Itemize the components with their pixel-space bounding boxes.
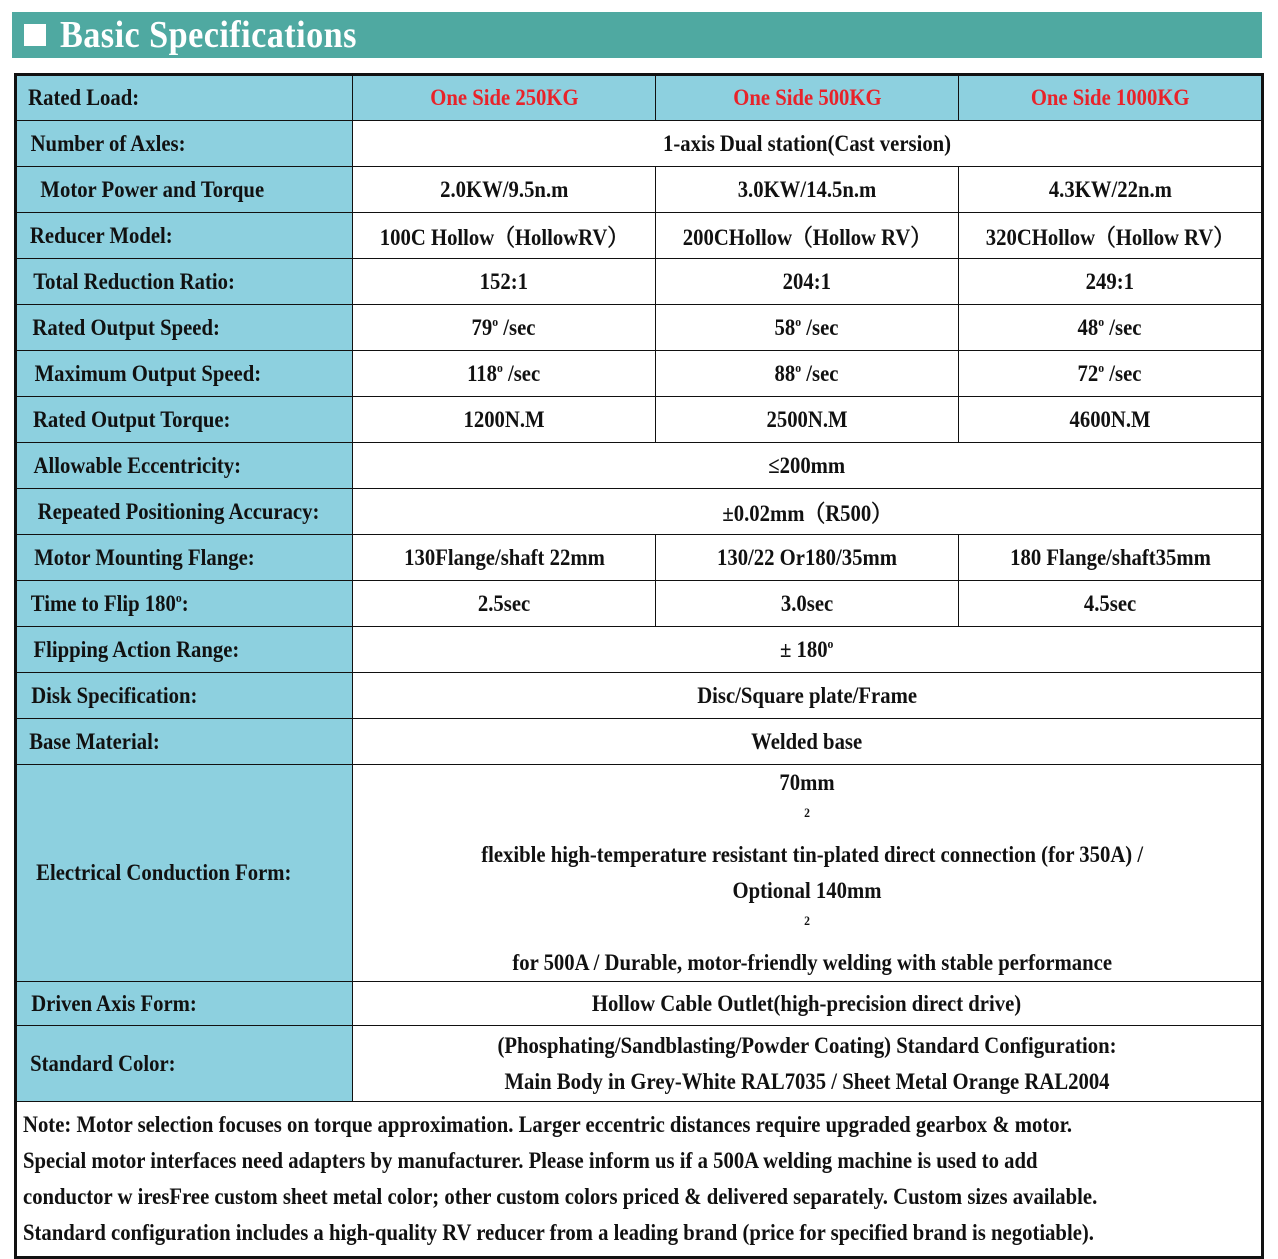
label-accuracy: Repeated Positioning Accuracy:	[16, 489, 353, 535]
row-motor-power	[16, 167, 1263, 213]
row-rated-load	[16, 75, 1263, 121]
row-reducer	[16, 213, 1263, 259]
value-max-speed-500: 88$^o$ /sec	[656, 351, 959, 397]
row-torque	[16, 397, 1263, 443]
row-max-speed	[16, 351, 1263, 397]
label-electrical: Electrical Conduction Form:	[16, 765, 353, 982]
value-motor-power-500: 3.0KW/14.5n.m	[656, 167, 959, 213]
value-flip-time-250: 2.5sec	[353, 581, 656, 627]
note-line-1: Note: Motor selection focuses on torque approximation. Larger eccentric distances require upgraded gearbox & motor.	[23, 1112, 1073, 1137]
row-electrical	[16, 765, 1263, 982]
row-flip-time	[16, 581, 1263, 627]
row-axles	[16, 121, 1263, 167]
row-note	[16, 1102, 1263, 1258]
row-accuracy	[16, 489, 1263, 535]
label-torque: Rated Output Torque:	[16, 397, 353, 443]
column-header-500kg: One Side 500KG	[656, 75, 959, 121]
value-flip-time-1000: 4.5sec	[959, 581, 1263, 627]
label-rated-load: Rated Load:	[16, 75, 353, 121]
square-bullet-icon	[24, 24, 46, 46]
row-eccentricity	[16, 443, 1263, 489]
value-flip-range: ± $180^o$	[353, 627, 1263, 673]
value-disk: Disc/Square plate/Frame	[353, 673, 1263, 719]
value-ratio-250: 152:1	[353, 259, 656, 305]
column-header-250kg: One Side 250KG	[353, 75, 656, 121]
value-flange-1000: 180 Flange/shaft35mm	[959, 535, 1263, 581]
spec-table	[14, 73, 1264, 1259]
label-motor-power: Motor Power and Torque	[16, 167, 353, 213]
value-reducer-250: 100C Hollow（HollowRV）	[353, 213, 656, 259]
row-driven	[16, 982, 1263, 1026]
value-torque-250: 1200N.M	[353, 397, 656, 443]
value-ratio-1000: 249:1	[959, 259, 1263, 305]
value-electrical: 70mm $^2$ flexible high-temperature resistant tin-plated direct connection (for 350A) / Optional 140mm $^2$ for 500A / Durable, motor-friendly welding with stable performance	[353, 765, 1263, 982]
value-max-speed-1000: 72$^o$ /sec	[959, 351, 1263, 397]
value-accuracy: ±0.02mm（R500）	[353, 489, 1263, 535]
section-title: Basic Specifications	[60, 14, 357, 56]
label-driven: Driven Axis Form:	[16, 982, 353, 1026]
label-color: Standard Color:	[16, 1026, 353, 1102]
value-reducer-1000: 320CHollow（Hollow RV）	[959, 213, 1263, 259]
value-motor-power-1000: 4.3KW/22n.m	[959, 167, 1263, 213]
value-torque-500: 2500N.M	[656, 397, 959, 443]
label-flange: Motor Mounting Flange:	[16, 535, 353, 581]
value-color: (Phosphating/Sandblasting/Powder Coating) Standard Configuration: Main Body in Grey-White RAL7035 / Sheet Metal Orange RAL2004	[353, 1026, 1263, 1102]
value-driven: Hollow Cable Outlet(high-precision direct drive)	[353, 982, 1263, 1026]
value-flange-500: 130/22 Or180/35mm	[656, 535, 959, 581]
row-flange	[16, 535, 1263, 581]
label-flip-range: Flipping Action Range:	[16, 627, 353, 673]
note-text	[16, 1102, 1263, 1258]
label-axles: Number of Axles:	[16, 121, 353, 167]
label-disk: Disk Specification:	[16, 673, 353, 719]
row-base	[16, 719, 1263, 765]
value-rated-speed-250: 79$^o$ /sec	[353, 305, 656, 351]
row-disk	[16, 673, 1263, 719]
value-rated-speed-1000: 48$^o$ /sec	[959, 305, 1263, 351]
value-reducer-500: 200CHollow（Hollow RV）	[656, 213, 959, 259]
note-line-3: conductor w iresFree custom sheet metal color; other custom colors priced & delivered separately. Custom sizes available.	[23, 1184, 1098, 1209]
column-header-1000kg: One Side 1000KG	[959, 75, 1263, 121]
value-rated-speed-500: 58$^o$ /sec	[656, 305, 959, 351]
label-eccentricity: Allowable Eccentricity:	[16, 443, 353, 489]
row-ratio	[16, 259, 1263, 305]
row-rated-speed	[16, 305, 1263, 351]
section-header	[12, 12, 1262, 58]
value-base: Welded base	[353, 719, 1263, 765]
value-eccentricity: ≤200mm	[353, 443, 1263, 489]
label-ratio: Total Reduction Ratio:	[16, 259, 353, 305]
value-torque-1000: 4600N.M	[959, 397, 1263, 443]
note-line-4: Standard configuration includes a high-quality RV reducer from a leading brand (price for specified brand is negotiable).	[23, 1220, 1094, 1245]
label-rated-speed: Rated Output Speed:	[16, 305, 353, 351]
value-max-speed-250: 118$^o$ /sec	[353, 351, 656, 397]
value-ratio-500: 204:1	[656, 259, 959, 305]
label-flip-time: Time to Flip 180$^o$:	[16, 581, 353, 627]
row-flip-range	[16, 627, 1263, 673]
label-base: Base Material:	[16, 719, 353, 765]
note-line-2: Special motor interfaces need adapters by manufacturer. Please inform us if a 500A welding machine is used to add	[23, 1148, 1038, 1173]
label-reducer: Reducer Model:	[16, 213, 353, 259]
value-motor-power-250: 2.0KW/9.5n.m	[353, 167, 656, 213]
row-color	[16, 1026, 1263, 1102]
label-max-speed: Maximum Output Speed:	[16, 351, 353, 397]
value-axles: 1-axis Dual station(Cast version)	[353, 121, 1263, 167]
value-flange-250: 130Flange/shaft 22mm	[353, 535, 656, 581]
value-flip-time-500: 3.0sec	[656, 581, 959, 627]
